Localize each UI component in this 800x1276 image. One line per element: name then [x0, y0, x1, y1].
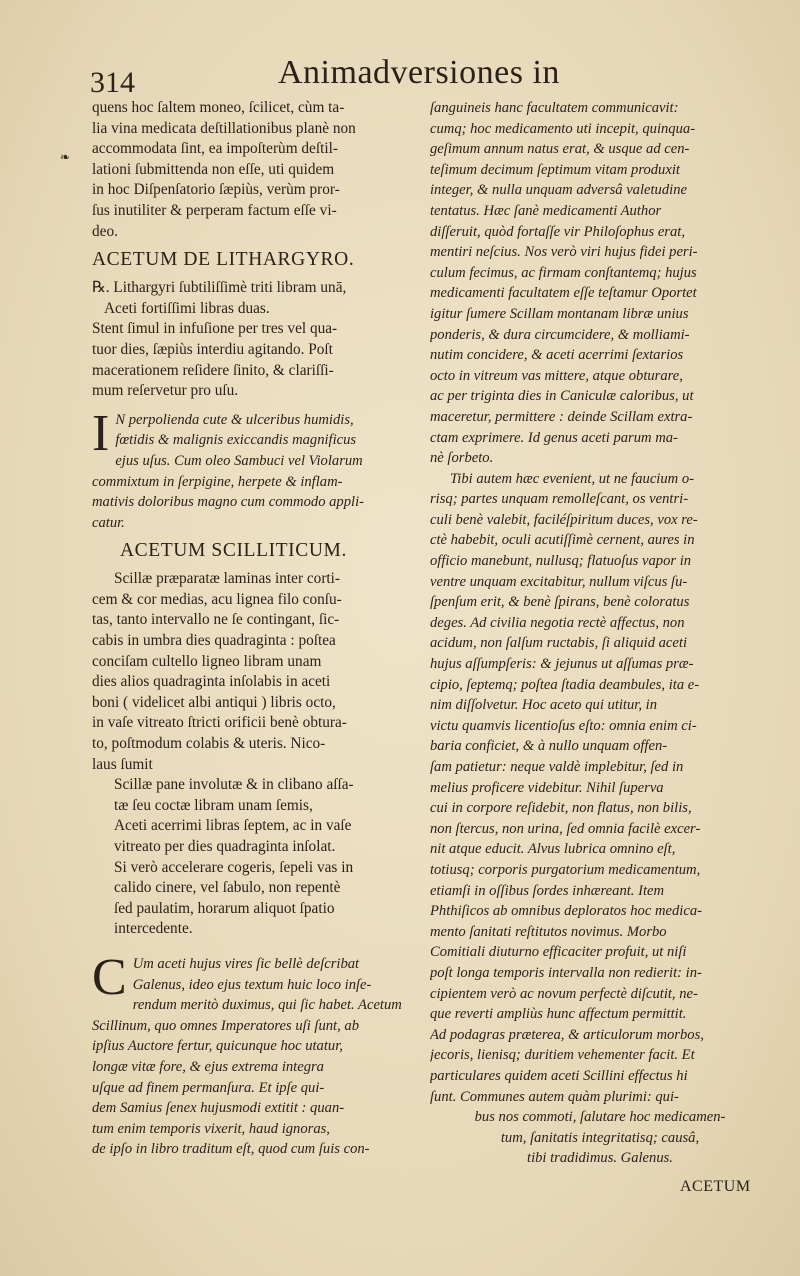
text-line: dies alios quadraginta inſolabis in aceti: [92, 673, 331, 691]
text-line: in vaſe vitreato ſtricti orificii benè obtura-: [92, 714, 347, 732]
text-line: mum reſervetur pro uſu.: [92, 382, 239, 400]
text-line: tum, ſanitatis integritatisq; causâ,: [500, 1129, 700, 1146]
text-line: particulares quidem aceti Scillini effectus hi: [430, 1067, 688, 1084]
text-line: Comitiali diuturno efficaciter profuit, ut niſi: [430, 944, 687, 961]
text-line: maceretur, permittere : deinde Scillam extra-: [430, 408, 693, 425]
text-line: melius proficere videbitur. Nihil ſuperva: [430, 779, 664, 796]
text-line: cabis in umbra dies quadraginta : poſtea: [92, 632, 336, 650]
text-line: diſſeruit, quòd fortaſſe vir Philoſophus erat,: [430, 223, 685, 240]
text-line: tum enim temporis vixerit, haud ignoras,: [92, 1120, 330, 1137]
text-line: risq; partes unquam remolleſcant, os ventri-: [430, 491, 689, 508]
recipe-block: [92, 569, 424, 775]
right-column: [430, 98, 770, 1169]
text-line: ſus inutiliter & perperam factum eſſe vi-: [92, 201, 337, 219]
text-line: accommodata ſint, ea impoſterùm deſtil-: [92, 140, 338, 158]
text-line: boni ( videlicet albi antiqui ) libris octo,: [92, 693, 336, 711]
text-line: to, poſtmodum colabis & uteris. Nico-: [92, 735, 326, 753]
text-line: ſunt. Communes autem quàm plurimi: qui-: [430, 1088, 679, 1105]
text-line: Aceti acerrimi libras ſeptem, ac in vaſe: [114, 817, 352, 835]
running-title: Animadversiones in: [278, 54, 560, 91]
text-line: Stent ſimul in infuſione per tres vel qua-: [92, 320, 338, 338]
margin-mark-icon: ❧: [60, 150, 71, 164]
commentary-paragraph: [430, 469, 770, 1107]
text-line: tentatus. Hæc ſanè medicamenti Author: [430, 202, 662, 219]
closing-lines: [430, 1107, 770, 1169]
text-line: de ipſo in libro traditum eſt, quod cum ſuis con-: [92, 1141, 370, 1158]
text-line: conciſam cultello ligneo libram unam: [92, 652, 322, 670]
text-line: nutim concidere, & aceti acerrimi ſextarios: [430, 347, 684, 364]
text-line: tibi tradidimus. Galenus.: [527, 1150, 673, 1167]
text-line: dem Samius ſenex hujusmodi extitit : quan-: [92, 1100, 345, 1117]
text-line: jecoris, lienisq; duritiem vehementer facit. Et: [430, 1047, 695, 1064]
text-line: mento ſanitati reſtitutos novimus. Morbo: [430, 923, 667, 940]
text-line: tæ ſeu coctæ libram unam ſemis,: [114, 796, 313, 814]
text-line: uſque ad finem permanſura. Et ipſe qui-: [92, 1079, 325, 1096]
text-line: nim diſſolvetur. Hoc aceto qui utitur, in: [430, 697, 657, 714]
text-line: nè ſorbeto.: [430, 450, 494, 467]
text-line: culi benè valebit, faciléſpiritum duces, vox re-: [430, 511, 698, 528]
catchword: ACETUM: [680, 1178, 751, 1195]
recipe-block: [92, 278, 424, 402]
commentary-paragraph: [92, 404, 424, 534]
text-line: Galenus, ideo ejus textum huic loco inſe-: [132, 976, 372, 993]
text-line: cipientem verò ac novum perfectè diſcutit, ne-: [430, 985, 698, 1002]
text-line: Phthiſicos ab omnibus deploratos hoc medica-: [430, 903, 702, 920]
text-line: tuor dies, ſæpiùs interdiu agitando. Poſt: [92, 340, 333, 358]
text-line: Si verò accelerare cogeris, ſepeli vas in: [114, 858, 354, 876]
text-line: lia vina medicata deſtillationibus planè non: [92, 119, 356, 137]
text-line: ctè habebit, oculi acutiſſimè cernent, aures in: [430, 532, 695, 549]
text-line: cipio, ſeptemq; poſtea ſtadia deambules, ita e-: [430, 676, 700, 693]
text-line: ctam exprimere. Id genus aceti parum ma-: [430, 429, 678, 446]
text-line: intercedente.: [114, 920, 193, 938]
page-number: 314: [90, 66, 135, 99]
text-line: ℞. Lithargyri ſubtiliſſimè triti libram unā,: [92, 279, 347, 297]
text-line: poſt longa temporis intervalla non redierit: in-: [430, 964, 702, 981]
text-line: mentiri neſcius. Nos verò viri hujus fidei peri-: [430, 244, 698, 261]
intro-paragraph: [92, 98, 424, 242]
drop-cap: I: [92, 404, 110, 462]
text-line: lationi ſubmittenda non eſſe, uti quidem: [92, 160, 335, 178]
text-line: deges. Ad civilia negotia rectè affectus, non: [430, 614, 685, 631]
text-line: ipſius Auctore fertur, quicunque hoc utatur,: [92, 1038, 343, 1055]
text-line: geſimum annum natus erat, & usque ad cen-: [430, 141, 690, 158]
text-line: teſimum decimum ſeptimum vitam produxit: [430, 161, 680, 178]
text-line: medicamenti facultatem eſſe teſtamur Oportet: [430, 285, 697, 302]
text-line: ac per triginta dies in Caniculæ caloribus, ut: [430, 388, 694, 405]
text-line: cui in corpore reſidebit, non flatus, non bilis,: [430, 800, 692, 817]
text-line: longæ vitæ fore, & ejus extrema integra: [92, 1058, 324, 1075]
text-line: ejus uſus. Cum oleo Sambuci vel Violarum: [115, 452, 363, 469]
text-line: ventre unquam excitabitur, nullum viſcus ſu-: [430, 573, 688, 590]
text-line: mativis doloribus magno cum commodo appli-: [92, 494, 364, 511]
drop-cap: C: [92, 948, 127, 1006]
text-line: deo.: [92, 222, 118, 240]
text-line: ſpenſum erit, & benè ſpirans, benè coloratus: [430, 594, 690, 611]
text-line: laus ſumit: [92, 755, 153, 773]
text-line: Ad podagras præterea, & articulorum morbos,: [430, 1026, 704, 1043]
text-line: culum fecimus, ac firmam conſtantemq; hujus: [430, 264, 697, 281]
text-line: integer, & nulla unquam adversâ valetudine: [430, 182, 687, 199]
commentary-paragraph: [92, 948, 424, 1160]
text-line: etiamſi in oſſibus ſordes inhæreant. Item: [430, 882, 665, 899]
text-line: ſanguineis hanc facultatem communicavit:: [430, 100, 679, 116]
text-line: que reverti ampliùs hunc affectum permittit.: [430, 1006, 687, 1023]
text-line: macerationem reſidere ſinito, & clariſſi-: [92, 361, 334, 379]
text-line: rendum meritò duximus, qui ſic habet. Acetum: [132, 997, 402, 1014]
text-line: Scillæ pane involutæ & in clibano aſſa-: [114, 776, 354, 794]
text-line: baria conficiet, & à nullo unquam offen-: [430, 738, 668, 755]
commentary-paragraph: [430, 98, 770, 469]
text-line: Aceti fortiſſimi libras duas.: [104, 299, 270, 317]
text-line: octo in vitreum vas mittere, atque obturare,: [430, 367, 683, 384]
text-line: ſam patietur: neque valdè implebitur, ſed in: [430, 759, 684, 775]
text-line: cem & cor medias, acu lignea filo conſu-: [92, 590, 342, 608]
recipe-block: [92, 775, 424, 940]
section-heading: ACETUM SCILLITICUM.: [120, 540, 347, 562]
left-column: [92, 98, 424, 1160]
text-line: victu quamvis licentioſus eſto: omnia enim ci-: [430, 717, 697, 734]
text-line: totiusq; corporis purgatorium medicamentum,: [430, 861, 701, 878]
text-line: non ſtercus, non urina, ſed omnia facilè excer-: [430, 820, 701, 837]
text-line: N perpolienda cute & ulceribus humidis,: [115, 411, 354, 428]
text-line: bus nos commoti, ſalutare hoc medicamen-: [474, 1109, 726, 1126]
text-line: officio manebunt, nullusq; flatuoſus vapor in: [430, 553, 692, 570]
page-header: [0, 52, 800, 102]
text-line: in hoc Diſpenſatorio ſæpiùs, verùm pror-: [92, 181, 340, 199]
text-line: Um aceti hujus vires ſic bellè deſcribat: [132, 955, 360, 972]
text-line: igitur ſumere Scillam montanam libræ unius: [430, 305, 689, 322]
text-line: ponderis, & dura circumcidere, & molliami-: [430, 326, 690, 343]
text-line: hujus aſſumpſeris: & jejunus ut aſſumas præ-: [430, 656, 694, 673]
text-line: tas, tanto intervallo ne ſe contingant, ſic-: [92, 611, 340, 629]
text-line: Scillinum, quo omnes Imperatores uſi ſunt, ab: [92, 1017, 359, 1034]
text-line: catur.: [92, 514, 125, 531]
text-line: vitreato per dies quadraginta inſolat.: [114, 838, 336, 855]
text-line: Tibi autem hæc evenient, ut ne faucium o-: [450, 470, 694, 487]
text-line: cumq; hoc medicamento uti incepit, quinqua-: [430, 120, 696, 137]
text-line: acidum, non ſalſum ructabis, ſi aliquid aceti: [430, 635, 687, 652]
text-line: Scillæ præparatæ laminas inter corti-: [114, 570, 341, 588]
text-line: fœtidis & malignis exiccandis magnificus: [115, 432, 357, 449]
text-line: commixtum in ſerpigine, herpete & inflam-: [92, 473, 343, 490]
text-line: nit atque educit. Alvus lubrica omnino eſt,: [430, 841, 676, 858]
text-line: quens hoc ſaltem moneo, ſcilicet, cùm ta-: [92, 99, 345, 116]
text-line: ſed paulatim, horarum aliquot ſpatio: [114, 899, 335, 917]
section-heading: ACETUM DE LITHARGYRO.: [92, 249, 355, 271]
text-line: calido cinere, vel ſabulo, non repentè: [114, 879, 341, 897]
